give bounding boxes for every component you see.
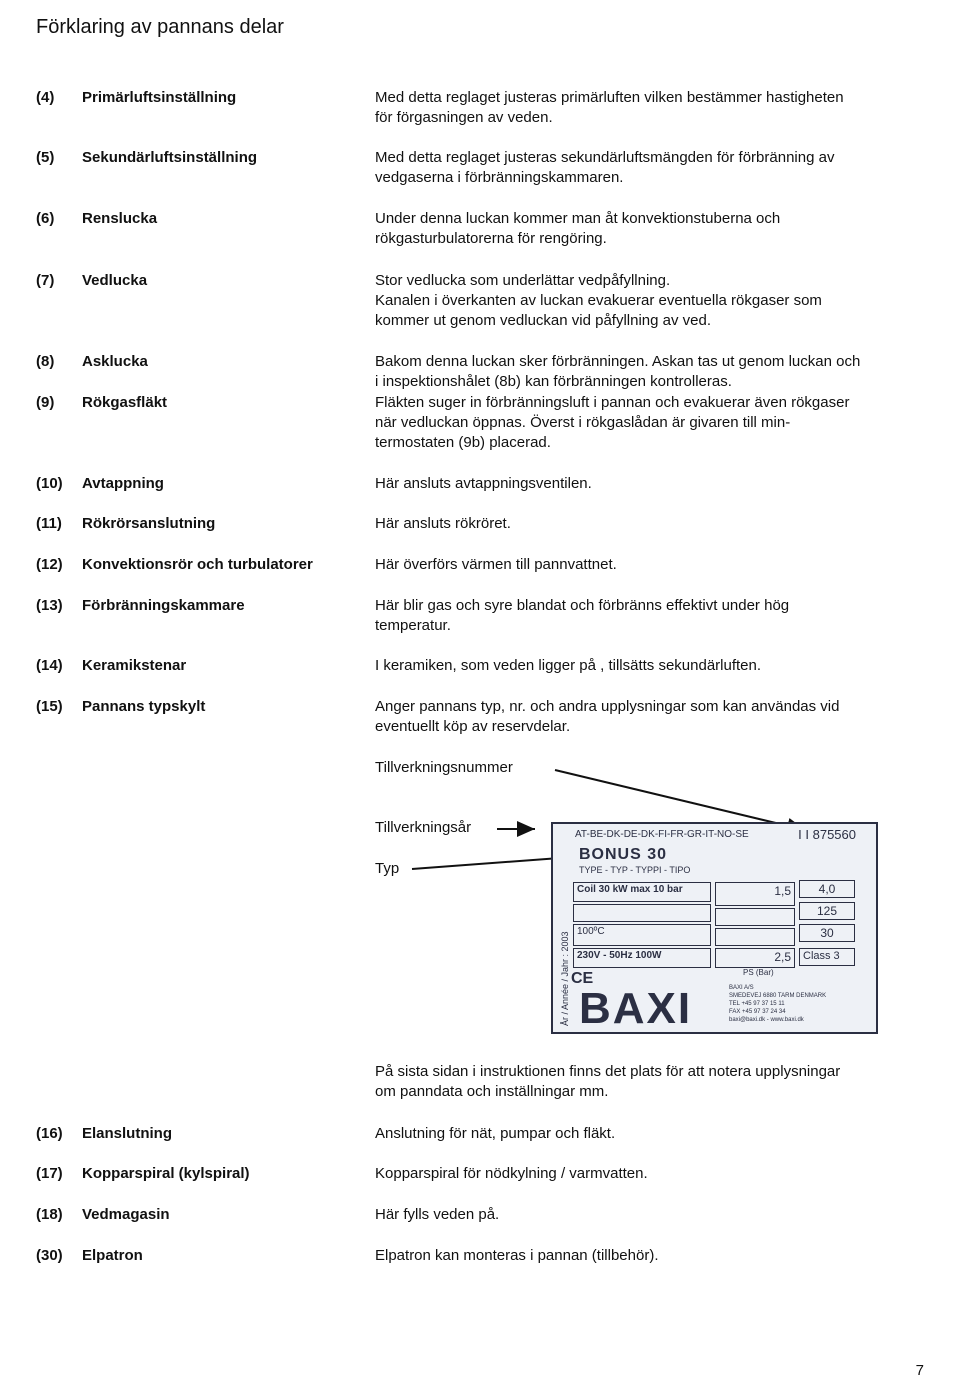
baxi-logo: BAXI	[579, 984, 693, 1033]
item-term: Pannans typskylt	[82, 698, 206, 715]
nameplate-temp: 100ºC	[573, 924, 711, 946]
item-description-line: Här överförs värmen till pannvattnet.	[375, 556, 617, 573]
address-line: baxi@baxi.dk - www.baxi.dk	[729, 1017, 804, 1023]
item-term: Rökrörsanslutning	[82, 515, 216, 532]
nameplate-value-4: 30	[799, 924, 855, 942]
item-description-line: för förgasningen av veden.	[375, 109, 553, 126]
page-title: Förklaring av pannans delar	[36, 16, 284, 38]
item-number: (15)	[36, 698, 63, 715]
item-term: Vedmagasin	[82, 1206, 170, 1223]
item-description-line: Elpatron kan monteras i pannan (tillbehör).	[375, 1247, 659, 1264]
item-number: (5)	[36, 149, 55, 166]
item-description-line: Anger pannans typ, nr. och andra upplysningar som kan användas vid	[375, 698, 840, 715]
label-serial-number: Tillverkningsnummer	[375, 759, 513, 776]
item-number: (9)	[36, 394, 55, 411]
item-term: Avtappning	[82, 475, 164, 492]
item-number: (30)	[36, 1247, 63, 1264]
address-line: TEL +45 97 37 15 11	[729, 1001, 785, 1007]
nameplate-countries: AT-BE-DK-DE-DK-FI-FR-GR-IT-NO-SE	[575, 829, 749, 840]
address-line: FAX +45 97 37 24 34	[729, 1009, 786, 1015]
nameplate-class: Class 3	[799, 948, 855, 966]
nameplate-cell-3	[715, 928, 795, 946]
plate-note-text	[375, 1062, 915, 1102]
item-description-line: Här ansluts rökröret.	[375, 515, 511, 532]
item-description-line: i inspektionshålet (8b) kan förbränningen kontrolleras.	[375, 373, 732, 390]
item-description-line: när vedluckan öppnas. Överst i rökgaslådan är givaren till min-	[375, 414, 791, 431]
item-description-line: Här blir gas och syre blandat och förbränns effektivt under hög	[375, 597, 790, 614]
item-description-line: Anslutning för nät, pumpar och fläkt.	[375, 1125, 616, 1142]
nameplate-year-text: År / Année / Jahr : 2003	[560, 931, 570, 1026]
nameplate-subtype: TYPE - TYP - TYPPI - TIPO	[579, 865, 691, 875]
item-description-line: Bakom denna luckan sker förbränningen. Askan tas ut genom luckan och	[375, 353, 861, 370]
item-term: Primärluftsinställning	[82, 89, 237, 106]
ce-mark: CE	[571, 970, 594, 987]
nameplate-value-3: 125	[799, 902, 855, 920]
label-type: Typ	[375, 860, 400, 877]
item-number: (7)	[36, 272, 55, 289]
nameplate-empty-row	[573, 904, 711, 922]
item-description-line: termostaten (9b) placerad.	[375, 434, 551, 451]
nameplate-model: BONUS 30	[579, 846, 668, 863]
item-term: Renslucka	[82, 210, 158, 227]
item-description-line: rökgasturbulatorerna för rengöring.	[375, 230, 607, 247]
nameplate-value-1: 1,5	[715, 882, 795, 906]
item-number: (16)	[36, 1125, 63, 1142]
item-term: Förbränningskammare	[82, 597, 245, 614]
item-number: (6)	[36, 210, 55, 227]
item-term: Kopparspiral (kylspiral)	[82, 1165, 250, 1182]
nameplate-ps: PS (Bar)	[743, 968, 774, 977]
item-term: Rökgasfläkt	[82, 394, 168, 411]
item-term: Asklucka	[82, 353, 148, 370]
nameplate-coil: Coil 30 kW max 10 bar	[573, 882, 711, 902]
item-term: Vedlucka	[82, 272, 148, 289]
item-description-line: Med detta reglaget justeras primärluften vilken bestämmer hastigheten	[375, 89, 844, 106]
item-description-line: Kanalen i överkanten av luckan evakuerar eventuella rökgaser som	[375, 292, 822, 309]
item-description-line: Kopparspiral för nödkylning / varmvatten.	[375, 1165, 648, 1182]
item-description-line: Stor vedlucka som underlättar vedpåfyllning.	[375, 272, 671, 289]
plate-note-line: om panndata och inställningar mm.	[375, 1083, 609, 1100]
nameplate-power: 230V - 50Hz 100W	[573, 948, 711, 968]
item-description-line: eventuellt köp av reservdelar.	[375, 718, 571, 735]
item-number: (8)	[36, 353, 55, 370]
item-description-line: temperatur.	[375, 617, 451, 634]
item-description-line: kommer ut genom vedluckan vid påfyllning av ved.	[375, 312, 712, 329]
item-term: Sekundärluftsinställning	[82, 149, 258, 166]
item-term: Konvektionsrör och turbulatorer	[82, 556, 313, 573]
nameplate-value-5: 2,5	[715, 948, 795, 968]
item-number: (13)	[36, 597, 63, 614]
nameplate-cell-2	[715, 908, 795, 926]
item-description-line: Här fylls veden på.	[375, 1206, 500, 1223]
item-number: (4)	[36, 89, 55, 106]
item-number: (11)	[36, 515, 62, 532]
page-number: 7	[915, 1362, 924, 1379]
label-manufacture-year: Tillverkningsår	[375, 819, 472, 836]
nameplate-image	[551, 822, 878, 1034]
nameplate-value-2: 4,0	[799, 880, 855, 898]
item-number: (17)	[36, 1165, 63, 1182]
item-number: (18)	[36, 1206, 63, 1223]
item-number: (10)	[36, 475, 63, 492]
item-term: Keramikstenar	[82, 657, 187, 674]
address-line: SMEDEVEJ 6880 TARM DENMARK	[729, 993, 827, 999]
item-description-line: Med detta reglaget justeras sekundärluftsmängden för förbränning av	[375, 149, 835, 166]
nameplate-address	[729, 984, 826, 1024]
plate-note-line: På sista sidan i instruktionen finns det plats för att notera upplysningar	[375, 1063, 841, 1080]
item-number: (14)	[36, 657, 63, 674]
item-term: Elanslutning	[82, 1125, 172, 1142]
item-description-line: Här ansluts avtappningsventilen.	[375, 475, 592, 492]
item-description-line: Under denna luckan kommer man åt konvektionstuberna och	[375, 210, 781, 227]
item-description-line: I keramiken, som veden ligger på , tillsätts sekundärluften.	[375, 657, 762, 674]
item-description-line: vedgaserna i förbränningskammaren.	[375, 169, 624, 186]
item-description-line: Fläkten suger in förbränningsluft i pannan och evakuerar även rökgaser	[375, 394, 850, 411]
item-term: Elpatron	[82, 1247, 143, 1264]
arrow-serial	[555, 770, 805, 830]
address-line: BAXI A/S	[729, 985, 754, 991]
nameplate-serial: I I 875560	[798, 827, 856, 842]
item-number: (12)	[36, 556, 63, 573]
